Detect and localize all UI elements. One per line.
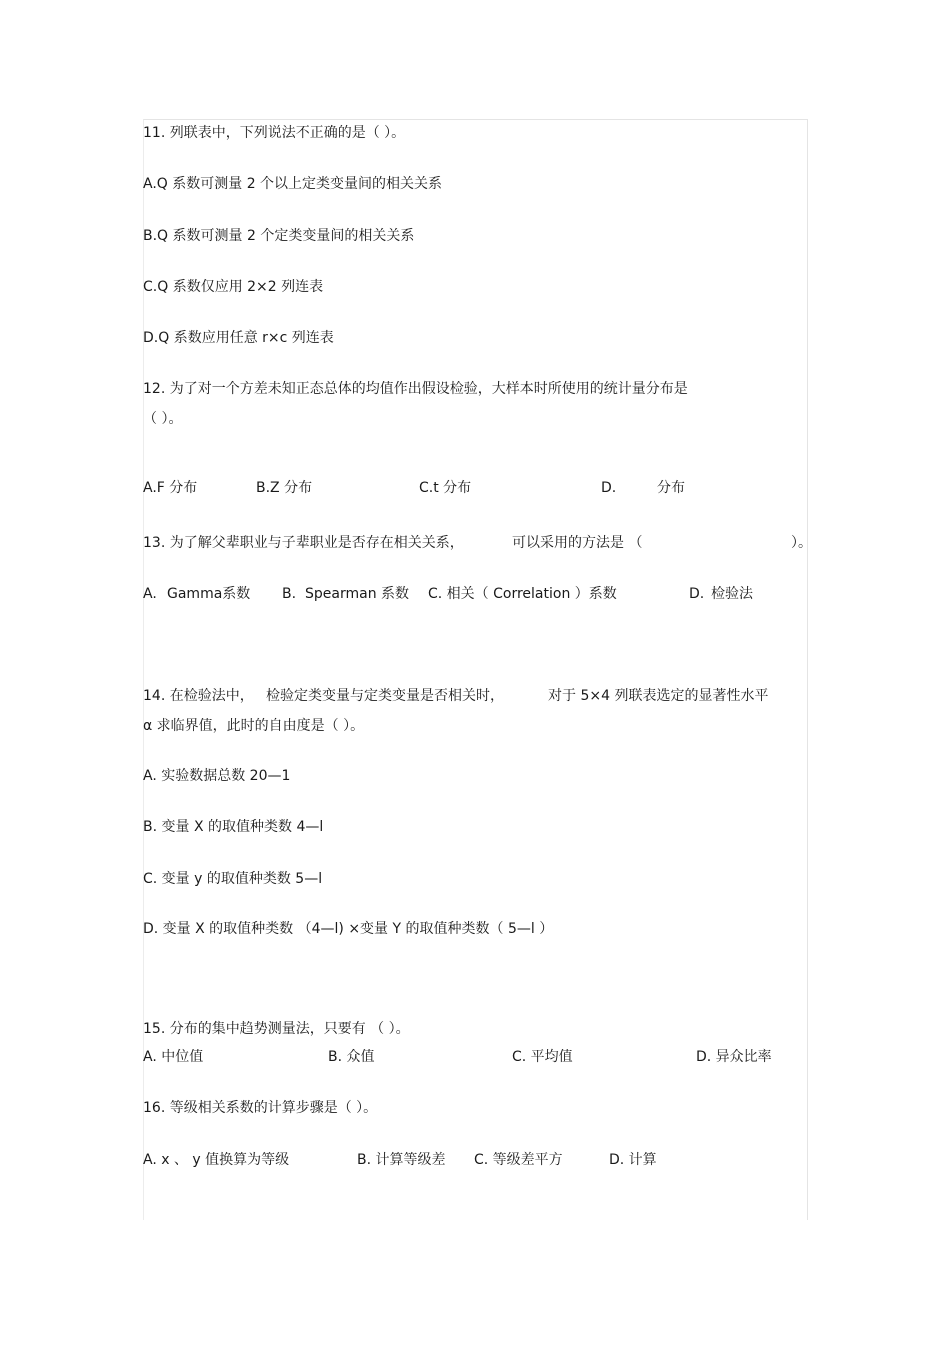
q16-stem: 16. 等级相关系数的计算步骤是（ ）。 bbox=[143, 1100, 378, 1116]
q13-option-a-text: Gamma系数 bbox=[167, 586, 251, 602]
q15-option-c: C. 平均值 bbox=[512, 1049, 573, 1065]
q11-option-a: A.Q 系数可测量 2 个以上定类变量间的相关关系 bbox=[143, 176, 443, 192]
q14-option-b: B. 变量 X 的取值种类数 4—l bbox=[143, 819, 324, 835]
q13-option-c: C. 相关（ Correlation ）系数 bbox=[428, 586, 617, 602]
q15-option-a: A. 中位值 bbox=[143, 1049, 204, 1065]
q13-option-b-label: B. bbox=[282, 586, 297, 602]
q13-option-b-text: Spearman 系数 bbox=[305, 586, 410, 602]
q11-option-b: B.Q 系数可测量 2 个定类变量间的相关关系 bbox=[143, 228, 415, 244]
q12-option-d-text: 分布 bbox=[657, 480, 685, 496]
q14-stem-part2: 检验定类变量与定类变量是否相关时， bbox=[266, 688, 504, 704]
q13-option-d-label: D. bbox=[689, 586, 705, 602]
q14-option-a: A. 实验数据总数 20—1 bbox=[143, 768, 291, 784]
q11-stem: 11. 列联表中，下列说法不正确的是（ ）。 bbox=[143, 125, 406, 141]
q13-option-a-label: A. bbox=[143, 586, 157, 602]
q14-stem-part1: 14. 在检验法中， bbox=[143, 688, 254, 704]
q14-option-d: D. 变量 X 的取值种类数 （4—l) ×变量 Y 的取值种类数（ 5—l ） bbox=[143, 921, 554, 937]
q12-option-c: C.t 分布 bbox=[419, 480, 472, 496]
q11-option-d: D.Q 系数应用任意 r×c 列连表 bbox=[143, 330, 334, 346]
q12-option-a: A.F 分布 bbox=[143, 480, 198, 496]
q15-option-b: B. 众值 bbox=[328, 1049, 375, 1065]
q11-option-c: C.Q 系数仅应用 2×2 列连表 bbox=[143, 279, 324, 295]
q12-option-b: B.Z 分布 bbox=[256, 480, 313, 496]
q16-option-c: C. 等级差平方 bbox=[474, 1152, 563, 1168]
q16-option-d: D. 计算 bbox=[609, 1152, 657, 1168]
q14-option-c: C. 变量 y 的取值种类数 5—l bbox=[143, 871, 323, 887]
q12-stem-line2: （ ）。 bbox=[143, 411, 183, 427]
q16-option-a: A. x 、 y 值换算为等级 bbox=[143, 1152, 290, 1168]
q15-option-d: D. 异众比率 bbox=[696, 1049, 772, 1065]
q14-stem-part3: 对于 5×4 列联表选定的显著性水平 bbox=[548, 688, 769, 704]
q12-stem-line1: 12. 为了对一个方差未知正态总体的均值作出假设检验，大样本时所使用的统计量分布是 bbox=[143, 381, 688, 397]
q13-stem-main: 13. 为了解父辈职业与子辈职业是否存在相关关系， bbox=[143, 535, 464, 551]
q13-option-d-text: 检验法 bbox=[711, 586, 753, 602]
q13-stem-end: ）。 bbox=[791, 535, 812, 551]
q14-stem-line2: α 求临界值，此时的自由度是（ ）。 bbox=[143, 718, 365, 734]
q16-option-b: B. 计算等级差 bbox=[357, 1152, 446, 1168]
q15-stem: 15. 分布的集中趋势测量法，只要有 （ ）。 bbox=[143, 1021, 410, 1037]
q12-option-d-label: D. bbox=[601, 480, 617, 496]
q13-stem-mid: 可以采用的方法是 （ bbox=[512, 535, 643, 551]
